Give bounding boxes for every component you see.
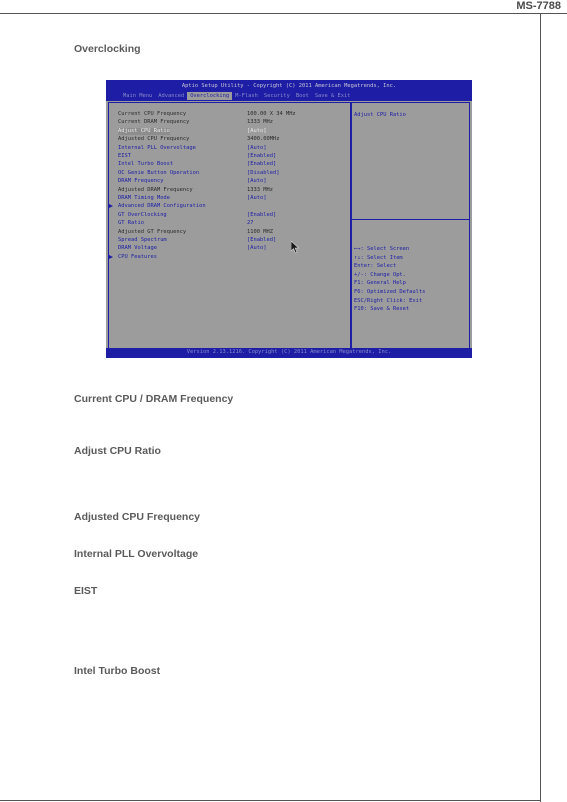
heading-eist: EIST [74, 585, 98, 597]
tab-overclocking[interactable]: Overclocking [187, 92, 232, 100]
key-save-reset: F10: Save & Reset [354, 306, 410, 313]
heading-internal-pll-overvoltage: Internal PLL Overvoltage [74, 548, 199, 560]
key-change-opt: +/-: Change Opt. [354, 271, 406, 278]
heading-intel-turbo-boost: Intel Turbo Boost [74, 665, 161, 677]
heading-current-cpu-dram-frequency: Current CPU / DRAM Frequency [74, 393, 234, 405]
key-optimized-defaults: F6: Optimized Defaults [354, 288, 426, 295]
key-general-help: F1: General Help [354, 280, 406, 287]
heading-overclocking: Overclocking [74, 43, 141, 55]
help-title: Adjust CPU Ratio [354, 112, 406, 118]
mouse-cursor-icon [291, 241, 300, 254]
tab-save-exit[interactable]: Save & Exit [314, 93, 351, 99]
tab-m-flash[interactable]: M-Flash [235, 93, 258, 99]
tab-security[interactable]: Security [263, 93, 290, 99]
help-divider [351, 219, 469, 220]
bios-footer-text: Version 2.13.1216. Copyright (C) 2011 American Megatrends, Inc. [186, 349, 392, 355]
key-legend [354, 245, 425, 314]
key-select-item: ↑↓: Select Item [354, 254, 403, 261]
model-number: MS-7788 [516, 0, 561, 12]
heading-adjusted-cpu-frequency: Adjusted CPU Frequency [74, 511, 201, 523]
key-select-screen: ←→: Select Screen [354, 246, 410, 252]
tab-advanced[interactable]: Advanced [158, 93, 185, 99]
bottom-rule [0, 800, 541, 801]
bios-header [106, 80, 472, 101]
submenu-arrow-icon [109, 204, 113, 208]
key-exit: ESC/Right Click: Exit [354, 297, 423, 304]
top-rule [0, 13, 567, 14]
bios-body: Current CPU Frequency 100.00 X 34 MHz Current DRAM Frequency 1333 MHz Adjust CPU Ratio [Auto] Adjusted CPU Frequency 3400.00MHz Internal PLL Overvoltage [Auto] EIST [Enabled] Intel Turbo Boost [Enabled] OC Genie Button Operation [Disabled] DRAM Frequency [Auto] Adjusted DRAM Frequency 1333 MHz DRAM Timing Mode [Auto] Advanced DRAM Configuration GT OverClocking [Enabled] GT Ratio 27 Adjusted GT Frequency 1100 MHZ Spread Spectrum [Enabled] DRAM Voltage [Auto] CPU Features Adjust CPU Ratio ←→: Select Screen ↑↓: Select Item Enter: Select +/-: Change Opt. F1: General Help F6: Optimized Defaults ESC/Right Click: Exit F10: Save & Reset [108, 102, 470, 349]
bios-tabs [120, 92, 354, 100]
key-enter: Enter: Select [354, 263, 397, 270]
right-rule [540, 13, 541, 802]
bios-footer [106, 348, 472, 358]
tab-boot[interactable]: Boot [295, 93, 309, 99]
bios-screenshot [106, 80, 472, 358]
submenu-arrow-icon [109, 255, 113, 259]
tab-main-menu[interactable]: Main Menu [123, 93, 153, 99]
heading-adjust-cpu-ratio: Adjust CPU Ratio [74, 445, 161, 457]
bios-title: Aptio Setup Utility - Copyright (C) 2011 American Megatrends, Inc. [181, 83, 397, 89]
